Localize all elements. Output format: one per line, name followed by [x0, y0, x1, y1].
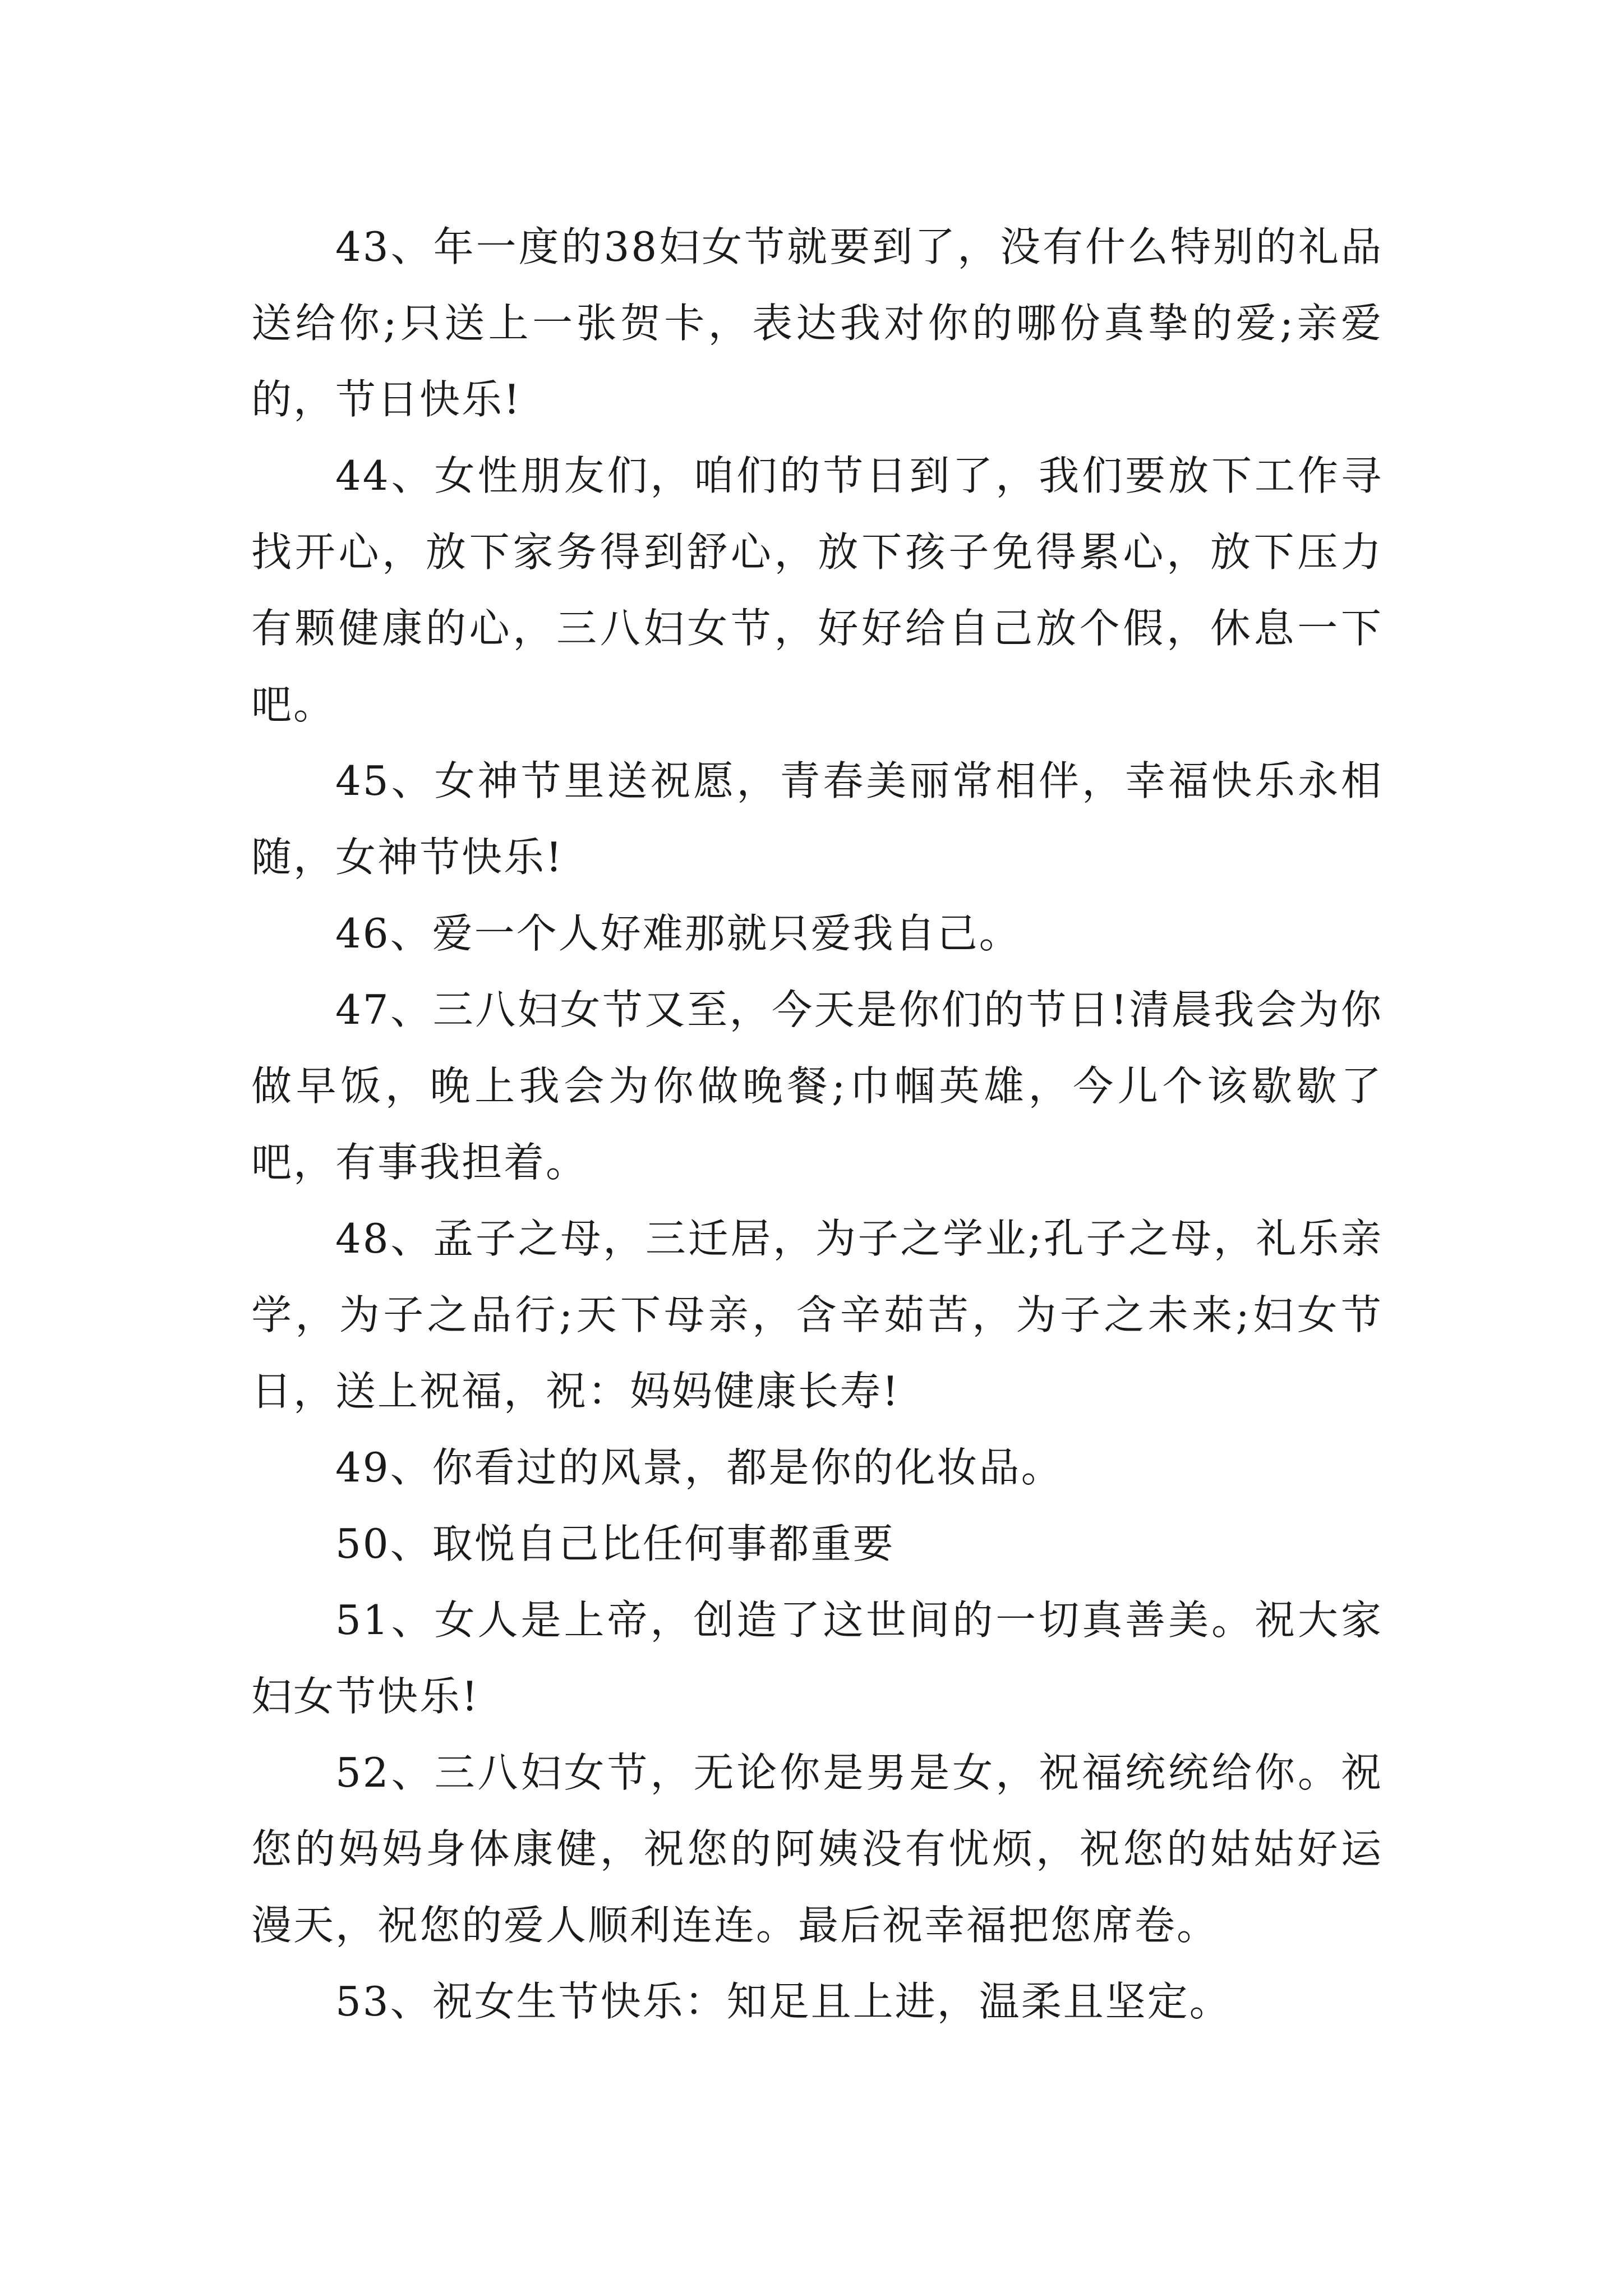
paragraph-51: 51、女人是上帝，创造了这世间的一切真善美。祝大家妇女节快乐!	[251, 1596, 1383, 1720]
paragraph-44: 44、女性朋友们，咱们的节日到了，我们要放下工作寻找开心，放下家务得到舒心，放下孩子免得累心，放下压力有颗健康的心，三八妇女节，好好给自己放个假，休息一下吧。	[251, 452, 1383, 728]
paragraph-48: 48、孟子之母，三迁居，为子之学业;孔子之母，礼乐亲学，为子之品行;天下母亲，含辛茹苦，为子之未来;妇女节日，送上祝福，祝：妈妈健康长寿!	[251, 1215, 1383, 1415]
paragraph-47: 47、三八妇女节又至，今天是你们的节日!清晨我会为你做早饭，晚上我会为你做晚餐;巾帼英雄，今儿个该歇歇了吧，有事我担着。	[251, 986, 1383, 1186]
paragraph-50: 50、取悦自己比任何事都重要	[335, 1520, 895, 1567]
paragraph-43: 43、年一度的38妇女节就要到了，没有什么特别的礼品送给你;只送上一张贺卡，表达我对你的哪份真挚的爱;亲爱的，节日快乐!	[251, 223, 1383, 423]
paragraph-46: 46、爱一个人好难那就只爱我自己。	[335, 910, 1021, 957]
paragraph-49: 49、你看过的风景，都是你的化妆品。	[335, 1444, 1063, 1491]
paragraph-53: 53、祝女生节快乐：知足且上进，温柔且坚定。	[335, 1978, 1232, 2025]
paragraph-45: 45、女神节里送祝愿，青春美丽常相伴，幸福快乐永相随，女神节快乐!	[251, 757, 1383, 881]
paragraph-52: 52、三八妇女节，无论你是男是女，祝福统统给你。祝您的妈妈身体康健，祝您的阿姨没有忧烦，祝您的姑姑好运漫天，祝您的爱人顺利连连。最后祝幸福把您席卷。	[251, 1749, 1383, 1949]
document-body	[251, 209, 1383, 2040]
